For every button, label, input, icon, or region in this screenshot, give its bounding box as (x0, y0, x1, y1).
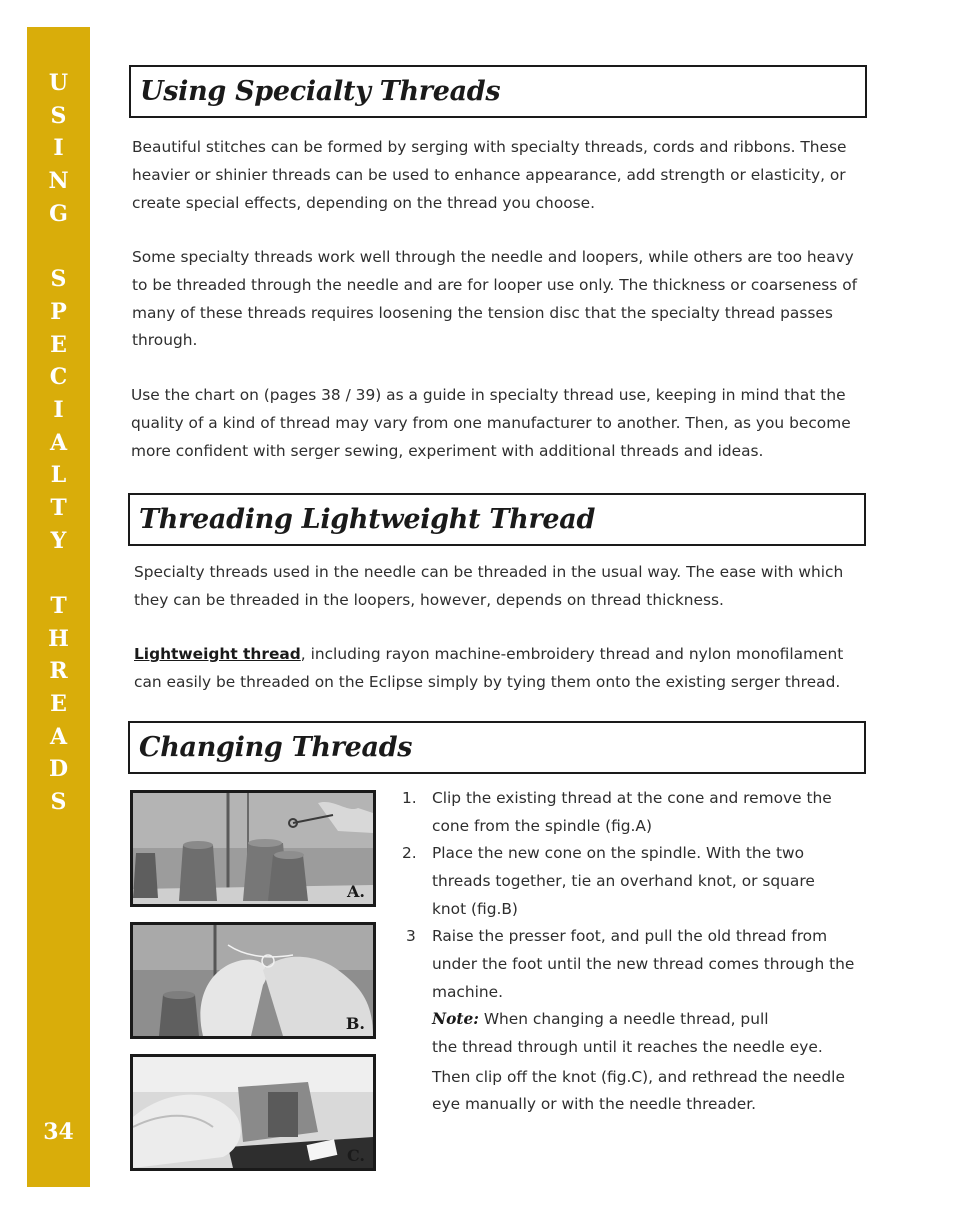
side-tab-letter: D (48, 756, 69, 783)
step-text: Place the new cone on the spindle. With the two threads together, tie an overhand knot, or square knot (fig.B) (432, 844, 815, 918)
clipping-knot-image (133, 1057, 373, 1168)
side-tab (27, 27, 90, 1187)
side-tab-letter: I (53, 396, 64, 423)
side-tab-letter: U (48, 70, 69, 96)
side-tab-title (27, 67, 90, 819)
side-tab-letter: S (50, 789, 67, 816)
section-heading-specialty (129, 65, 867, 118)
step-text: Clip the existing thread at the cone and remove the cone from the spindle (fig.A) (432, 789, 832, 835)
side-tab-letter: H (48, 625, 69, 652)
section-title: Threading Lightweight Thread (139, 504, 596, 535)
figure-label: B. (345, 1014, 365, 1033)
side-tab-letter: G (49, 200, 68, 227)
side-tab-letter: N (48, 168, 69, 195)
step-2 (398, 840, 878, 924)
side-tab-letter: I (53, 135, 64, 162)
side-tab-letter: E (50, 331, 67, 358)
section-heading-lightweight (128, 493, 866, 546)
note-text: the thread through until it reaches the needle eye. (432, 1037, 823, 1056)
side-tab-letter: S (50, 266, 67, 293)
side-tab-letter: C (49, 364, 68, 391)
figure-c-photo (130, 1054, 376, 1171)
side-tab-letter: T (50, 494, 67, 521)
figure-a-photo (130, 790, 376, 907)
side-tab-letter: A (49, 723, 68, 750)
step-number: 3 (406, 927, 416, 945)
step-number: 2. (402, 844, 417, 862)
side-tab-letter: L (50, 462, 67, 489)
paragraph: Some specialty threads work well through the needle and loopers, while others are too heavy to be threaded through the needle and are for looper use only. The thickness or coarseness of many of these threads requires loosening the tension disc that the specialty thread passes through. (132, 248, 858, 350)
note-text: When changing a needle thread, pull (478, 1010, 769, 1028)
page-number: 34 (43, 1119, 74, 1145)
tying-knot-image (133, 925, 373, 1036)
figure-label: A. (347, 882, 365, 901)
side-tab-letter: S (50, 102, 67, 129)
section-heading-changing (128, 721, 866, 774)
step-1 (398, 785, 878, 841)
paragraph: Beautiful stitches can be formed by serging with specialty threads, cords and ribbons. These heavier or shinier threads can be used to enhance appearance, add strength or elasticity, or create special effects, depending on the thread you choose. (132, 138, 847, 212)
note-label: Note: (432, 1010, 479, 1028)
figure-label: C. (346, 1146, 365, 1165)
side-tab-letter: E (50, 691, 67, 718)
side-tab-letter: P (50, 298, 67, 325)
side-tab-letter (55, 230, 63, 263)
lightweight-thread-term: Lightweight thread (134, 645, 301, 663)
section-title: Changing Threads (139, 732, 413, 763)
side-tab-letter: R (49, 658, 68, 685)
paragraph: Specialty threads used in the needle can be threaded in the usual way. The ease with which they can be threaded in the loopers, however, depends on thread thickness. (134, 563, 844, 609)
side-tab-letter (55, 557, 63, 590)
paragraph (134, 641, 869, 697)
side-tab-letter: T (50, 593, 67, 619)
thread-cones-image (133, 793, 373, 904)
paragraph: Use the chart on (pages 38 / 39) as a guide in specialty thread use, keeping in mind that the quality of a kind of thread may vary from one manufacturer to another. Then, as you become more confident with serger sewing, experiment with additional threads and ideas. (131, 386, 851, 460)
step-3 (398, 923, 878, 1007)
note-text: Then clip off the knot (fig.C), and rethread the needle eye manually or with the needle threader. (432, 1067, 845, 1114)
note (398, 1006, 878, 1118)
step-number: 1. (402, 789, 417, 807)
section-title: Using Specialty Threads (140, 76, 501, 107)
step-text: Raise the presser foot, and pull the old thread from under the foot until the new thread comes through the machine. (432, 927, 855, 1001)
figure-b-photo (130, 922, 376, 1039)
side-tab-letter: A (49, 429, 68, 456)
paragraph-text: , including rayon machine-embroidery thread and nylon monofilament can easily be threaded on the Eclipse simply by tying them onto the existing serger thread. (134, 645, 844, 691)
side-tab-letter: Y (50, 527, 67, 554)
